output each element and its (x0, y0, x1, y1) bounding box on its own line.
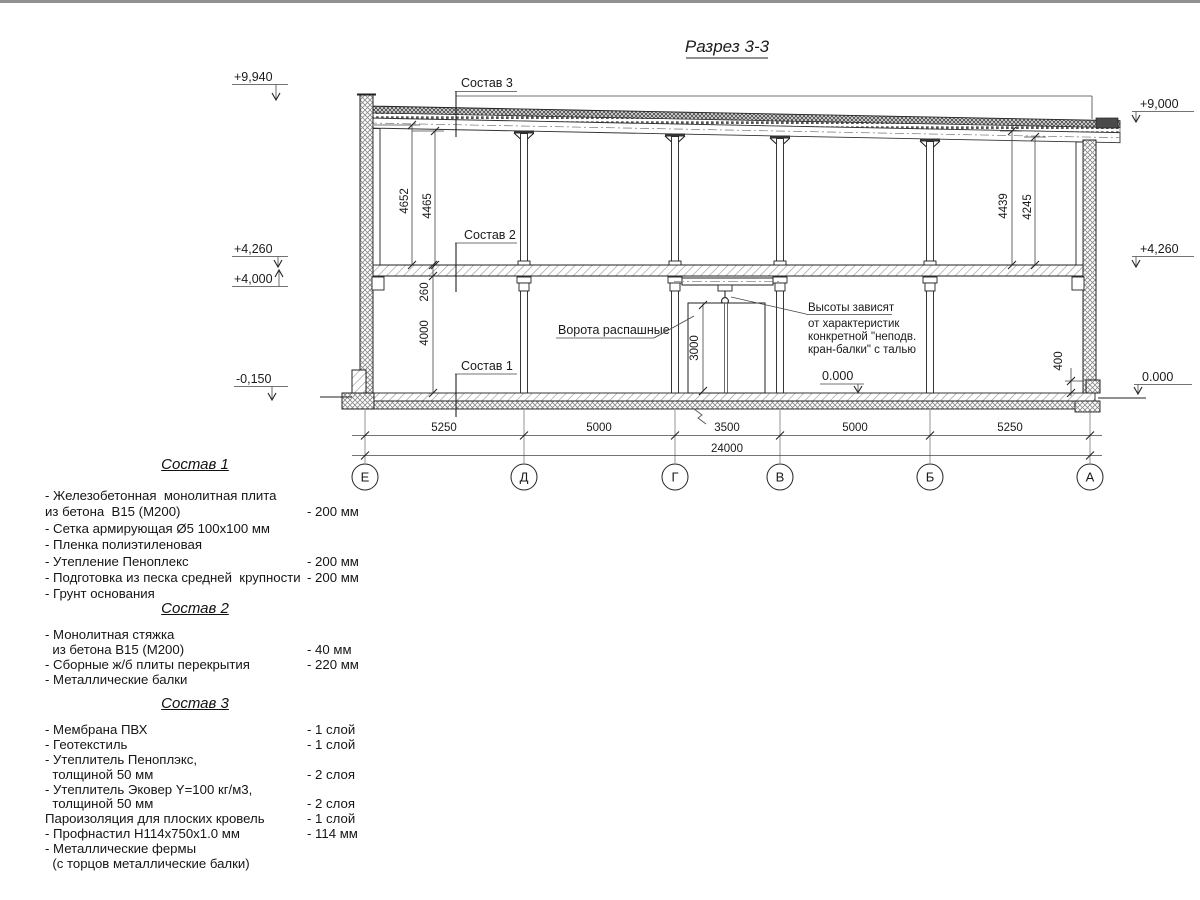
dimension-chain-total (352, 443, 1102, 460)
spec-row: - Металлические фермы (45, 841, 197, 857)
elev-0000r-label: 0.000 (1142, 370, 1174, 384)
ground-floor-slab (350, 393, 1095, 409)
elevation-parapet (232, 70, 288, 100)
dims-left-lower (419, 261, 437, 397)
dim-4439: 4439 (998, 193, 1010, 219)
axis-label-v: В (775, 469, 785, 485)
elevation-4260-left (232, 242, 288, 267)
roof-assembly (368, 96, 1120, 143)
crane-note-line1: Высоты зависят (808, 302, 895, 314)
dim-260: 260 (419, 282, 431, 302)
sostav2-label: Состав 2 (464, 228, 516, 242)
spec-row: - Железобетонная монолитная плита (45, 488, 277, 503)
axis-label-e: Е (360, 469, 370, 485)
axis-label-g: Г (671, 469, 679, 485)
spec-row: - Сборные ж/б плиты перекрытия - 220 мм (45, 656, 359, 672)
spec1-title: Состав 1 (161, 456, 229, 473)
elev-4260l-label: +4,260 (234, 242, 273, 256)
spec-row: - Металлические балки (45, 671, 188, 687)
elevation-minus-0150 (234, 372, 288, 400)
crane-beam (674, 278, 781, 305)
axis-label-a: А (1085, 469, 1095, 485)
axis-bubbles (352, 464, 1103, 490)
spec-row: из бетона В15 (М200) - 40 мм (45, 641, 352, 657)
bay-dim-3: 3500 (714, 422, 740, 434)
bay-dim-4: 5000 (842, 422, 868, 434)
total-dim: 24000 (711, 443, 743, 455)
spec-row: Пароизоляция для плоских кровель - 1 слой (45, 811, 356, 827)
elevation-0000-mid (820, 369, 864, 393)
bay-dim-5: 5250 (997, 422, 1023, 434)
spec-row: - Утеплитель Пеноплэкс, (45, 751, 198, 767)
elev-0000m-label: 0.000 (822, 369, 854, 383)
second-floor-slab (373, 265, 1083, 276)
elev-9940-label: +9,940 (234, 70, 273, 84)
spec-row: - Утеплитель Эковер Y=100 кг/м3, (45, 781, 253, 797)
spec-row: толщиной 50 мм - 2 слоя (45, 796, 355, 812)
bay-dim-2: 5000 (586, 422, 612, 434)
elev-0150-label: -0,150 (236, 372, 272, 386)
spec-row: толщиной 50 мм - 2 слоя (45, 766, 355, 782)
dim-4000: 4000 (419, 320, 431, 346)
elev-9000-label: +9,000 (1140, 97, 1179, 111)
dim-4465: 4465 (422, 193, 434, 219)
spec-row: (с торцов металлические балки) (45, 856, 250, 872)
spec-row: - Монолитная стяжка (45, 627, 175, 642)
roof-fascia-block (1096, 118, 1118, 128)
spec-row: - Мембрана ПВХ - 1 слой (45, 722, 356, 737)
spec-row: - Грунт основания (45, 586, 155, 602)
spec-row: - Подготовка из песка средней крупности - 200 мм (45, 569, 359, 585)
dim-3000: 3000 (689, 335, 701, 361)
elevation-9000-right (1132, 97, 1194, 122)
dims-left-upper (374, 121, 444, 269)
elev-4000-label: +4,000 (234, 272, 273, 286)
spec-row: из бетона В15 (М200) - 200 мм (45, 504, 359, 520)
elevation-4260-right (1132, 242, 1194, 267)
dims-right-upper (998, 127, 1046, 269)
drawing-title: Разрез 3-3 (684, 37, 770, 56)
sostav1-label: Состав 1 (461, 359, 513, 373)
dim-400: 400 (1053, 351, 1065, 371)
gates-label: Ворота распашные (558, 323, 670, 337)
spec-row: - Утепление Пеноплекс - 200 мм (45, 553, 359, 569)
elevation-0000-right (1134, 370, 1192, 394)
spec1-list (45, 488, 405, 603)
spec2-list (45, 627, 405, 687)
crane-note-line3: конкретной "неподв. (808, 331, 917, 343)
spec2-title: Состав 2 (161, 600, 229, 617)
left-foundation (320, 370, 374, 409)
callout-sostav2 (455, 228, 517, 292)
spec3-list (45, 722, 405, 871)
bay-dim-1: 5250 (431, 422, 457, 434)
elevation-4000-left (232, 270, 288, 287)
spec-row: - Профнастил Н114х750х1.0 мм - 114 мм (45, 826, 358, 842)
sostav3-label: Состав 3 (461, 76, 513, 90)
axis-label-d: Д (519, 469, 529, 485)
crane-note-line4: кран-балки" с талью (808, 344, 916, 356)
upper-columns (373, 129, 1083, 266)
dim-4245: 4245 (1022, 194, 1034, 220)
spec-row: - Сетка армирующая Ø5 100х100 мм (45, 520, 270, 536)
spec-row: - Пленка полиэтиленовая (45, 537, 202, 553)
crane-note-line2: от характеристик (808, 318, 900, 330)
dim-4652: 4652 (399, 188, 411, 214)
right-wall (1083, 140, 1096, 393)
elev-4260r-label: +4,260 (1140, 242, 1179, 256)
dimension-chain-bays (352, 422, 1102, 440)
axis-label-b: Б (925, 469, 935, 485)
spec3-title: Состав 3 (161, 695, 229, 712)
spec-row: - Геотекстиль - 1 слой (45, 736, 356, 752)
dim-plinth (1053, 351, 1084, 397)
